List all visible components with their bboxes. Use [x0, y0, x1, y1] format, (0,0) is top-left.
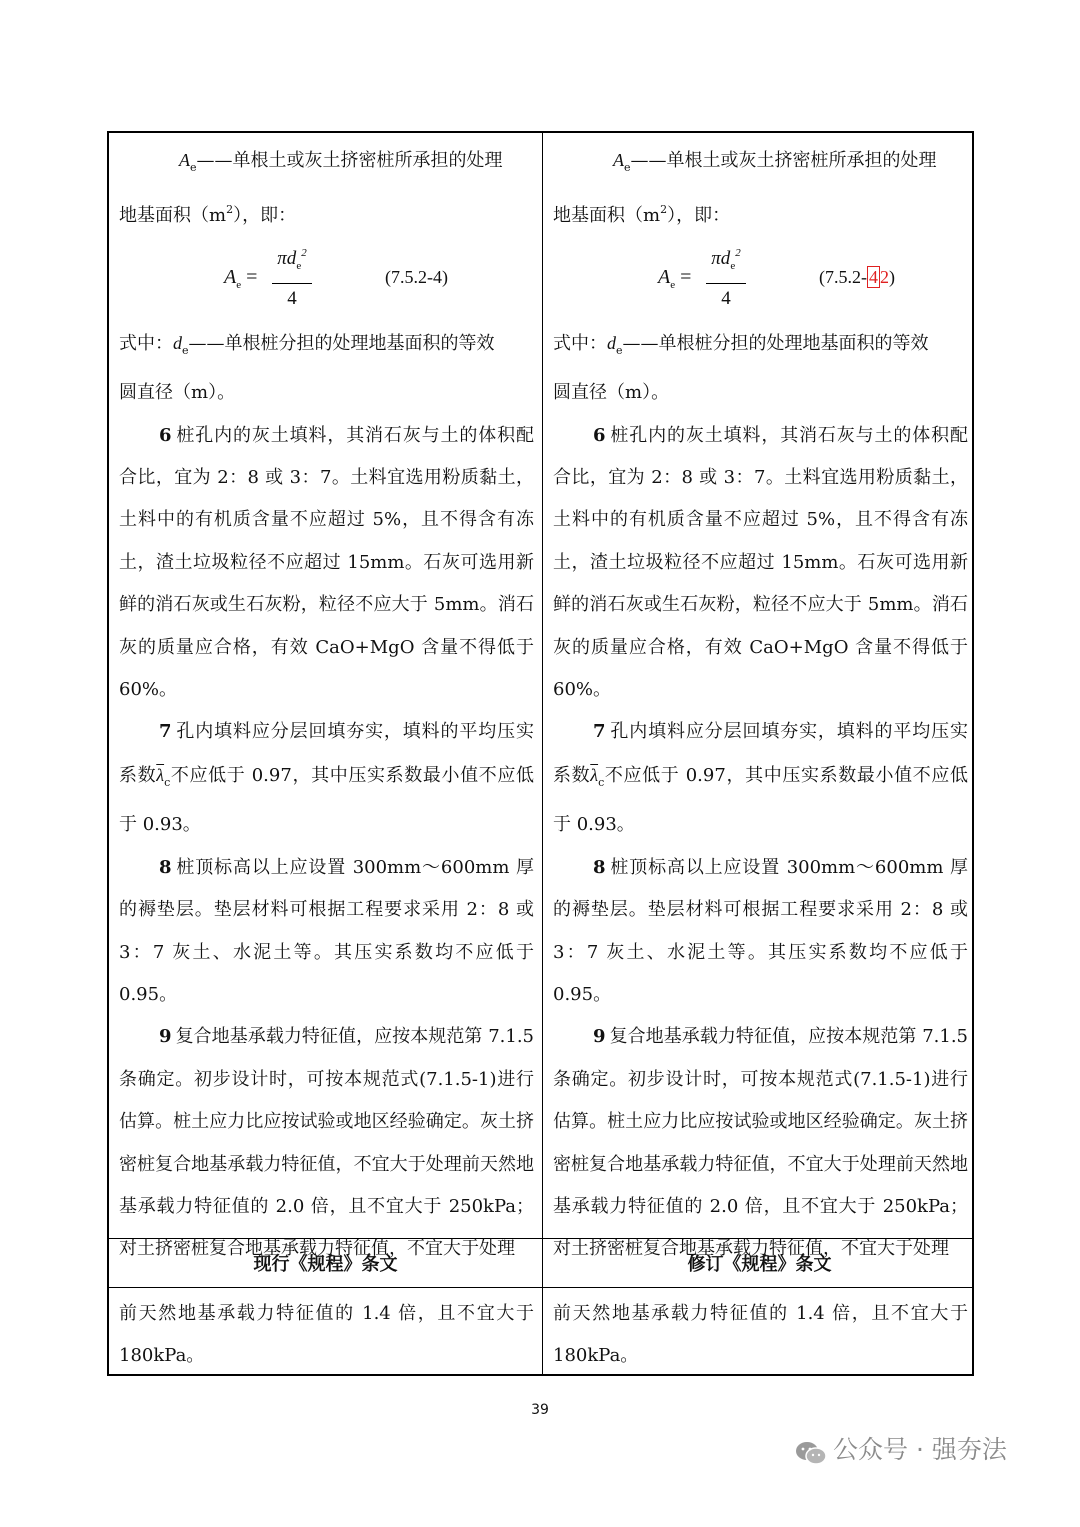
de-definition: 式中：$d_e——$单根桩分担的处理地基面积的等效 — [553, 332, 929, 357]
de-definition: 式中：$d_e——$单根桩分担的处理地基面积的等效 — [119, 332, 495, 357]
formula-7-5-2-2 — [553, 238, 968, 322]
watermark — [795, 1430, 1007, 1470]
comparison-table — [107, 131, 974, 1376]
formula-fraction: $\pi d_e^2$ 4 — [272, 238, 312, 312]
formula-fraction: $\pi d_e^2$ 4 — [706, 238, 746, 312]
watermark-text: 公众号 · 强夯法 — [833, 1435, 1007, 1464]
revision-deleted-mark: 4 — [869, 266, 878, 287]
wechat-icon — [795, 1438, 827, 1464]
de-definition-cont: 圆直径（m）。 — [119, 382, 236, 404]
revision-inserted-mark: 2 — [880, 266, 889, 287]
clause-7: 7 孔内填料应分层回填夯实，填料的平均压实系数$\overline{\lambda}_c$不应低于 0.97，其中压实系数最小值不应低于 0.93。 — [553, 721, 968, 836]
revised-text-continuation: 前天然地基承载力特征值的 1.4 倍，且不宜大于 180kPa。 — [553, 1303, 968, 1367]
current-text-column — [119, 139, 534, 1271]
clause-6: 6 桩孔内的灰土填料，其消石灰与土的体积配合比，宜为 2：8 或 3：7。土料宜选用粉质黏土，土料中的有机质含量不应超过 5%，且不得含有冻土，渣土垃圾粒径不应超过 15mm。石灰可选用新鲜的消石灰或生石灰粉，粒径不应大于 5mm。消石灰的质量应合格，有效 CaO+MgO 含量不得低于 60%。 — [119, 424, 534, 701]
formula-lhs: $A_e$ = — [658, 265, 692, 291]
clause-6: 6 桩孔内的灰土填料，其消石灰与土的体积配合比，宜为 2：8 或 3：7。土料宜选用粉质黏土，土料中的有机质含量不应超过 5%，且不得含有冻土，渣土垃圾粒径不应超过 15mm。石灰可选用新鲜的消石灰或生石灰粉，粒径不应大于 5mm。消石灰的质量应合格，有效 CaO+MgO 含量不得低于 60%。 — [553, 424, 968, 701]
formula-7-5-2-4 — [119, 238, 534, 322]
de-definition-cont: 圆直径（m）。 — [553, 382, 670, 404]
page-number: 39 — [531, 1402, 549, 1418]
clause-7: 7 孔内填料应分层回填夯实，填料的平均压实系数$\overline{\lambda}_c$不应低于 0.97，其中压实系数最小值不应低于 0.93。 — [119, 721, 534, 836]
ae-definition: $A_e——$单根土或灰土挤密桩所承担的处理 — [179, 150, 503, 174]
revised-text-column — [553, 139, 968, 1271]
ae-definition-cont: 地基面积$(m^2)$，即： — [553, 203, 731, 227]
clause-8: 8 桩顶标高以上应设置 300mm～600mm 厚的褥垫层。垫层材料可根据工程要求采用 2：8 或 3：7 灰土、水泥土等。其压实系数均不应低于 0.95。 — [119, 856, 534, 1005]
header-revised-clause: 修订《规程》条文 — [687, 1254, 832, 1275]
ae-definition-cont: 地基面积$(m^2)$，即： — [119, 203, 297, 227]
formula-lhs: $A_e$ = — [224, 265, 258, 291]
equation-number: (7.5.2-4) — [385, 266, 448, 287]
clause-8: 8 桩顶标高以上应设置 300mm～600mm 厚的褥垫层。垫层材料可根据工程要求采用 2：8 或 3：7 灰土、水泥土等。其压实系数均不应低于 0.95。 — [553, 856, 968, 1005]
header-current-clause: 现行《规程》条文 — [253, 1254, 398, 1275]
clause-9: 9 复合地基承载力特征值，应按本规范第 7.1.5 条确定。初步设计时，可按本规范式(7.1.5-1)进行估算。桩土应力比应按试验或地区经验确定。灰土挤密桩复合地基承载力特征值，不宜大于处理前天然地基承载力特征值的 2.0 倍，且不宜大于 250kPa；对土挤密桩复合地基承载力特征值，不宜大于处理 — [553, 1026, 968, 1260]
current-text-continuation: 前天然地基承载力特征值的 1.4 倍，且不宜大于 180kPa。 — [119, 1303, 534, 1367]
clause-9: 9 复合地基承载力特征值，应按本规范第 7.1.5 条确定。初步设计时，可按本规范式(7.1.5-1)进行估算。桩土应力比应按试验或地区经验确定。灰土挤密桩复合地基承载力特征值，不宜大于处理前天然地基承载力特征值的 2.0 倍，且不宜大于 250kPa；对土挤密桩复合地基承载力特征值，不宜大于处理 — [119, 1026, 534, 1260]
column-divider — [542, 133, 543, 1374]
equation-number: (7.5.2- 4 2) — [819, 266, 895, 287]
ae-definition: $A_e——$单根土或灰土挤密桩所承担的处理 — [613, 150, 937, 174]
